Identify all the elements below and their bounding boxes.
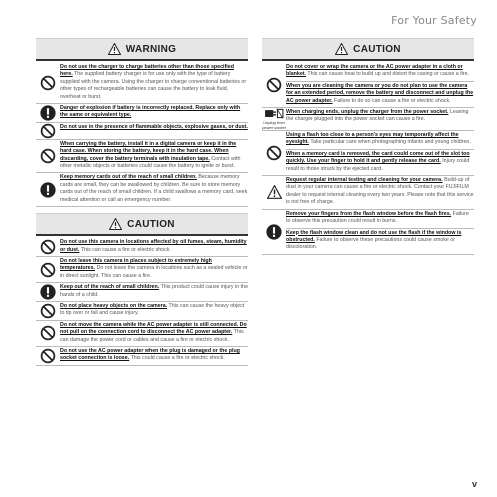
safety-item-heading: Do not place heavy objects on the camera. <box>60 302 168 309</box>
safety-item <box>36 347 248 366</box>
caution-item-body: This can cause heat to build up and distort the casing or cause a fire. <box>306 71 470 78</box>
exclamation-icon <box>36 173 60 206</box>
warning-title: WARNING <box>125 43 177 55</box>
safety-item <box>36 140 248 174</box>
safety-item-heading: Danger of explosion if battery is incorrectly replaced. Replace only with the same or equivalent type. <box>60 105 241 119</box>
safety-item-heading: Do not use this camera in locations affected by oil fumes, steam, humidity or dust. <box>60 239 247 253</box>
safety-item-heading: Do not move the camera while the AC power adapter is still connected. Do not pull on the connection cord to disconnect the AC power adapter. <box>60 321 247 336</box>
safety-item-heading: When carrying the battery, install it in a digital camera or keep it in the hard case. When storing the battery, keep it in the hard case. When discarding, cover the battery terminals with insulation tape. <box>60 140 237 162</box>
safety-item-body: This can cause a fire or electric shock. <box>79 246 171 253</box>
caution-item-heading: Do not cover or wrap the camera or the AC power adapter in a cloth or blanket. <box>286 64 463 78</box>
caution-group <box>262 210 474 255</box>
safety-item <box>36 302 248 321</box>
warning-list <box>36 63 248 207</box>
caution-item <box>286 229 474 254</box>
caution-item-body: Failure to observe these precautions could cause smoke or discoloration. <box>286 236 455 251</box>
no-symbol-icon <box>36 302 60 320</box>
warning-triangle-icon <box>108 43 121 55</box>
page-number: v <box>471 479 477 489</box>
caution-item-body: Failure to observe this precaution could result in burns. <box>286 210 469 225</box>
caution-item-body: Leaving the charger plugged into the power socket can cause a fire. <box>286 109 469 123</box>
caution-title: CAUTION <box>353 43 401 55</box>
caution-title: CAUTION <box>127 218 175 230</box>
safety-item <box>36 238 248 257</box>
left-column <box>36 38 248 366</box>
page-header-title: For Your Safety <box>391 14 477 27</box>
caution-left-list <box>36 238 248 366</box>
exclamation-icon <box>36 104 60 122</box>
caution-item-heading: Keep the flash window clean and do not use the flash if the window is obstructed. <box>286 229 462 243</box>
safety-item <box>36 123 248 140</box>
safety-item <box>36 104 248 123</box>
safety-item-body: This product could cause injury in the hands of a child. <box>60 284 249 298</box>
caution-item-heading: When you are cleaning the camera or you do not plan to use the camera for an extended period, remove the battery and disconnect and unplug the AC power adapter. <box>286 82 474 104</box>
warning-triangle-icon <box>335 43 348 55</box>
safety-item-body: Contact with other metallic objects or batteries could cause the battery to ignite or burst. <box>60 155 241 170</box>
caution-item <box>286 63 474 82</box>
warning-triangle-icon <box>109 218 122 230</box>
no-symbol-icon <box>36 140 60 173</box>
no-symbol-icon <box>36 63 60 103</box>
safety-item-body: This can damage the power cord or cables and cause a fire or electric shock. <box>60 329 244 343</box>
no-symbol-icon <box>36 123 60 139</box>
safety-item-heading: Do not use the charger to charge batteries other than those specified here. <box>60 64 234 78</box>
safety-item <box>36 173 248 207</box>
caution-item-heading: Remove your fingers from the flash window before the flash fires. <box>286 210 452 217</box>
no-symbol-icon <box>262 131 286 175</box>
safety-item-body: This could cause a fire or electric shock. <box>129 355 225 362</box>
safety-item-heading: Do not use in the presence of flammable objects, explosive gases, or dust. <box>60 123 248 130</box>
caution-item <box>262 108 474 131</box>
caution-item-body: Take particular care when photographing infants and young children. <box>308 139 471 146</box>
exclamation-icon <box>36 283 60 301</box>
no-symbol-icon <box>36 257 60 282</box>
unplug-label: Unplug from power socket <box>262 120 286 131</box>
caution-item-body: Injury could result to those struck by the ejected card. <box>286 158 470 172</box>
safety-item <box>36 283 248 302</box>
safety-item-body: The supplied battery charger is for use only with the type of battery supplied with the camera. Using the charger to charge conventional batteries or other types of rechargeable batteries can cause the battery to leak fluid, overheat or burst. <box>60 71 247 100</box>
safety-item <box>36 257 248 283</box>
caution-group <box>262 63 474 108</box>
caution-item-heading: Request regular internal testing and cleaning for your camera. <box>286 177 443 184</box>
caution-item <box>286 150 474 175</box>
caution-item <box>286 131 474 150</box>
safety-item-body: Because memory cards are small, they can be swallowed by children. Be sure to store memory cards out of the reach of small children. If a child swallows a memory card, seek medical attention or call an emergency number. <box>60 174 248 203</box>
no-symbol-icon <box>36 347 60 365</box>
caution-group <box>262 131 474 176</box>
warning-banner <box>36 38 248 61</box>
caution-item-heading: When charging ends, unplug the charger from the power socket. <box>286 109 449 116</box>
caution-banner-right <box>262 38 474 61</box>
right-column <box>262 38 474 255</box>
caution-item-heading: Using a flash too close to a person's eyes may temporarily affect the eyesight. <box>286 132 459 146</box>
safety-item-body: This can cause the heavy object to tip over or fall and cause injury. <box>60 302 245 317</box>
caution-item <box>286 82 474 107</box>
safety-item-heading: Do not leave this camera in places subject to extremely high temperatures. <box>60 257 212 272</box>
no-symbol-icon <box>262 63 286 107</box>
caution-item-heading: When a memory card is removed, the card could come out of the slot too quickly. Use your finger to hold it and gently release the card. <box>286 150 470 165</box>
caution-item <box>262 176 474 210</box>
exclamation-icon <box>262 210 286 254</box>
caution-triangle-icon <box>262 176 286 209</box>
caution-item-body: Build-up of dust in your camera can cause a fire or electric shock. Contact your FUJIFILM dealer to request internal cleaning every two years. Please note that this service is not free of charge. <box>286 177 474 206</box>
safety-item-body: Do not leave the camera in locations such as a sealed vehicle or in direct sunlight. This can cause a fire. <box>60 265 248 279</box>
safety-item <box>36 63 248 104</box>
safety-item-heading: Do not use the AC power adapter when the plug is damaged or the plug socket connection is loose. <box>60 347 240 362</box>
safety-item-heading: Keep memory cards out of the reach of small children. <box>60 174 197 181</box>
unplug-icon <box>264 108 284 119</box>
safety-item <box>36 321 248 347</box>
no-symbol-icon <box>36 238 60 256</box>
safety-item-heading: Keep out of the reach of small children. <box>60 284 160 291</box>
no-symbol-icon <box>36 321 60 346</box>
caution-banner-left <box>36 213 248 236</box>
caution-item <box>286 210 474 229</box>
caution-item-body: Failure to do so can cause a fire or electric shock. <box>332 97 451 104</box>
unplug-icon-cell <box>262 108 286 130</box>
